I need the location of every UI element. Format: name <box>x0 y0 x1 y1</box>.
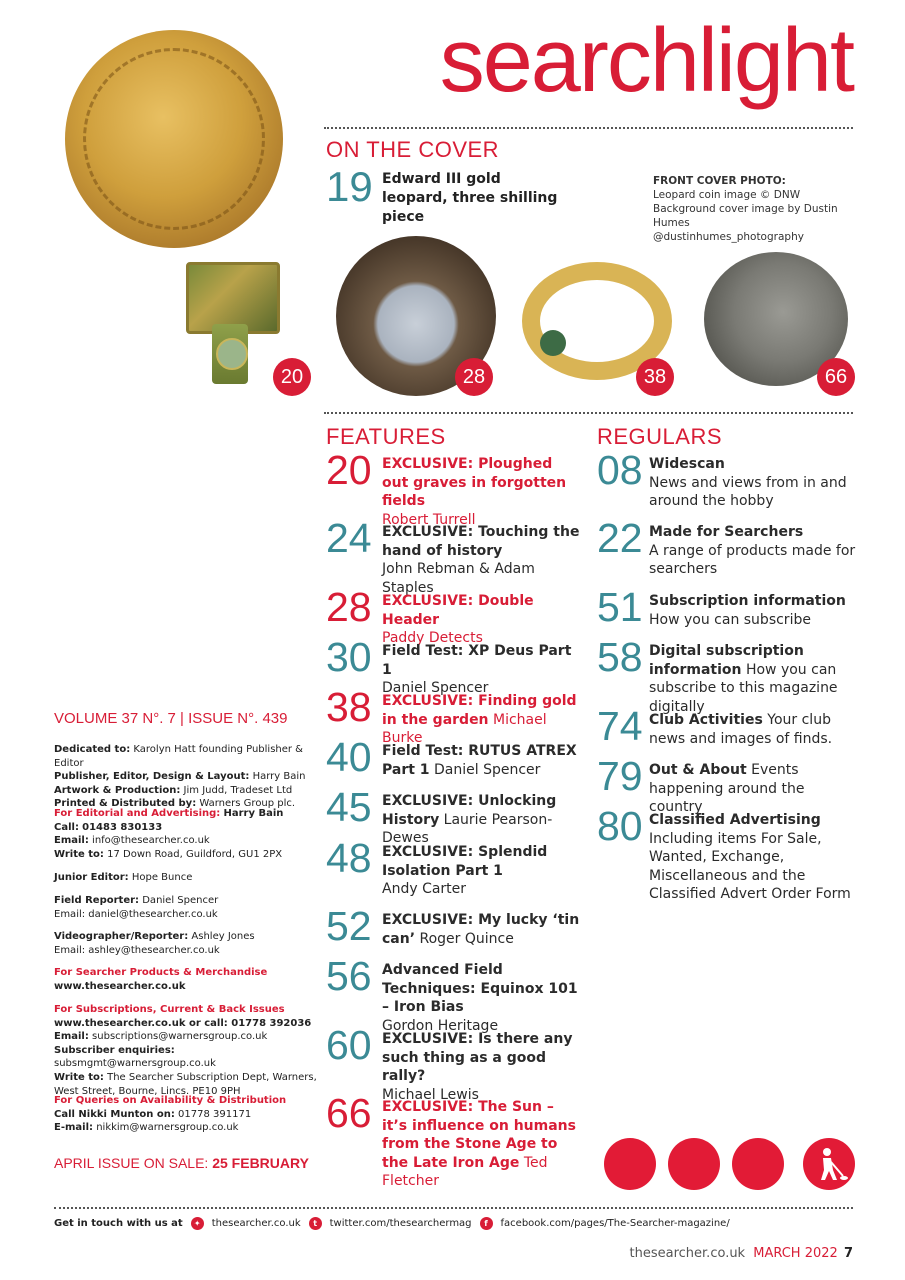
label: Write to: <box>54 1071 104 1083</box>
label: Call Nikki Munton on: <box>54 1108 175 1120</box>
feature-text <box>382 911 582 948</box>
regular-page-number: 74 <box>597 703 643 749</box>
regular-text <box>649 523 859 579</box>
regular-description: A range of products made for searchers <box>649 542 856 577</box>
feature-text <box>382 523 582 597</box>
cover-heading: ON THE COVER <box>326 137 500 162</box>
value: Warners Group plc. <box>199 798 296 810</box>
facebook-icon: f <box>480 1217 493 1230</box>
feature-page-number: 45 <box>326 784 372 830</box>
volume-issue: VOLUME 37 N°. 7 | ISSUE N°. 439 <box>54 710 288 727</box>
regular-text <box>649 642 859 716</box>
footer-contacts <box>54 1217 730 1230</box>
regular-title: Widescan <box>649 456 725 472</box>
divider <box>54 1207 853 1209</box>
feature-author: Laurie Pearson-Dewes <box>382 811 553 846</box>
regular-text <box>649 592 859 629</box>
email-link[interactable]: nikkim@warnersgroup.co.uk <box>96 1122 239 1134</box>
products-heading: For Searcher Products & Merchandise <box>54 967 268 978</box>
regular-title: Classified Advertising <box>649 812 821 828</box>
feature-author: Gordon Heritage <box>382 1017 499 1034</box>
value[interactable]: www.thesearcher.co.uk or call: 01778 392036 <box>54 1017 312 1029</box>
regular-text <box>649 761 859 817</box>
feature-author: John Rebman & Adam Staples <box>382 561 535 596</box>
regular-page-number: 08 <box>597 447 643 493</box>
regular-description: News and views from in and around the hobby <box>649 474 847 509</box>
feature-text <box>382 742 582 779</box>
label: Subscriber enquiries: <box>54 1044 175 1056</box>
video-block <box>54 930 324 957</box>
photo-credit <box>653 174 873 244</box>
feature-author: Robert Turrell <box>382 511 476 528</box>
email-link[interactable]: subsmgmt@warnersgroup.co.uk <box>54 1058 216 1070</box>
email-link[interactable]: Email: daniel@thesearcher.co.uk <box>54 908 218 920</box>
availability-heading: For Queries on Availability & Distribution <box>54 1095 287 1106</box>
website-link[interactable]: thesearcher.co.uk <box>211 1218 301 1229</box>
credits-block <box>54 743 324 811</box>
folio-site: thesearcher.co.uk <box>629 1246 746 1261</box>
feature-page-number: 48 <box>326 835 372 881</box>
regular-text <box>649 455 859 511</box>
feature-text <box>382 692 582 748</box>
feature-title: EXCLUSIVE: The Sun – it’s influence on humans from the Stone Age to the Late Iron Age <box>382 1099 576 1171</box>
facebook-link[interactable]: facebook.com/pages/The-Searcher-magazine/ <box>500 1218 730 1229</box>
label: Field Reporter: <box>54 895 140 906</box>
feature-text <box>382 455 582 529</box>
email-link[interactable]: subscriptions@warnersgroup.co.uk <box>92 1031 268 1043</box>
regular-title: Made for Searchers <box>649 524 804 540</box>
twitter-link[interactable]: twitter.com/thesearchermag <box>329 1218 472 1229</box>
detectorist-icon <box>803 1138 855 1190</box>
label: Dedicated to: <box>54 744 131 755</box>
regular-title: Club Activities <box>649 712 763 728</box>
phone[interactable]: 01483 830133 <box>82 821 163 833</box>
brooch-image <box>186 262 274 387</box>
value: Daniel Spencer <box>142 895 219 906</box>
divider <box>324 127 853 129</box>
credit-heading: FRONT COVER PHOTO: <box>653 175 786 187</box>
feature-author: Andy Carter <box>382 881 467 897</box>
feature-text <box>382 792 582 848</box>
feature-page-number: 30 <box>326 634 372 680</box>
subscriptions-block <box>54 1003 324 1098</box>
regular-page-number: 80 <box>597 803 643 849</box>
junior-block <box>54 871 324 885</box>
value: Harry Bain <box>252 771 306 783</box>
value: Karolyn Hatt founding Publisher & Editor <box>54 744 303 769</box>
label: Email: <box>54 1031 89 1043</box>
cover-title[interactable]: Edward III gold leopard, three shilling piece <box>382 171 558 225</box>
searcher-icon: ✦ <box>191 1217 204 1230</box>
field-block <box>54 894 324 921</box>
feature-page-number: 52 <box>326 903 372 949</box>
feature-title: EXCLUSIVE: Unlocking History <box>382 793 557 828</box>
value: Hope Bunce <box>131 872 193 883</box>
regular-title: Digital subscription information <box>649 643 804 678</box>
feature-author: Paddy Detects <box>382 630 483 646</box>
masthead-bold: search <box>439 11 698 111</box>
feature-title: Field Test: XP Deus Part 1 <box>382 643 572 678</box>
feature-page-number: 38 <box>326 684 372 730</box>
feature-title: EXCLUSIVE: My lucky ‘tin can’ <box>382 912 580 947</box>
regular-description: How you can subscribe <box>649 611 811 628</box>
features-heading: FEATURES <box>326 424 446 449</box>
feature-author: Daniel Spencer <box>434 761 541 778</box>
label: Printed & Distributed by: <box>54 798 197 810</box>
credit-line: Leopard coin image © DNW <box>653 189 801 201</box>
regular-text <box>649 711 859 748</box>
feature-page-number: 60 <box>326 1022 372 1068</box>
editorial-heading: For Editorial and Advertising: <box>54 808 221 819</box>
feature-title: Field Test: RUTUS ATREX Part 1 <box>382 743 577 778</box>
regular-title: Out & About <box>649 762 747 778</box>
page-badge-20[interactable]: 20 <box>273 358 311 396</box>
feature-title: EXCLUSIVE: Double Header <box>382 593 534 628</box>
feature-text <box>382 1030 582 1104</box>
regular-page-number: 79 <box>597 753 643 799</box>
value: The Searcher Subscription Dept, Warners, West Street, Bourne, Lincs. PE10 9PH <box>54 1071 317 1097</box>
regular-title: Subscription information <box>649 593 846 609</box>
regular-description: Including items For Sale, Wanted, Exchange, Miscellaneous and the Classified Advert Order Form <box>649 830 851 902</box>
value: 17 Down Road, Guildford, GU1 2PX <box>107 848 283 860</box>
email-link[interactable]: Email: ashley@thesearcher.co.uk <box>54 944 220 956</box>
divider <box>324 412 853 414</box>
page-number: 7 <box>843 1246 853 1261</box>
feature-author: Daniel Spencer <box>382 680 489 696</box>
ring-stone <box>540 330 566 356</box>
credit-line: @dustinhumes_photography <box>653 231 804 243</box>
feature-text <box>382 843 582 899</box>
page-badge-66[interactable]: 66 <box>817 358 855 396</box>
feature-author: Michael Burke <box>382 711 547 746</box>
feature-text <box>382 961 582 1035</box>
folio-issue: MARCH 2022 <box>753 1246 838 1261</box>
value: Ashley Jones <box>191 931 255 942</box>
detectorist-logo-icon <box>803 1138 855 1190</box>
feature-page-number: 66 <box>326 1090 372 1136</box>
subscriptions-heading: For Subscriptions, Current & Back Issues <box>54 1004 285 1015</box>
on-sale-notice <box>54 1155 309 1171</box>
page-badge-28[interactable]: 28 <box>455 358 493 396</box>
availability-block <box>54 1094 324 1135</box>
feature-author: Michael Lewis <box>382 1086 479 1103</box>
feature-page-number: 56 <box>326 953 372 999</box>
masthead-logo <box>439 11 853 111</box>
feature-author: Ted Fletcher <box>382 1154 548 1189</box>
label: Junior Editor: <box>54 872 129 883</box>
label: Publisher, Editor, Design & Layout: <box>54 771 250 783</box>
feature-title: EXCLUSIVE: Finding gold in the garden <box>382 693 577 728</box>
label: Videographer/Reporter: <box>54 931 189 942</box>
website-link[interactable]: www.thesearcher.co.uk <box>54 980 186 992</box>
phone[interactable]: 01778 391171 <box>178 1108 252 1120</box>
masthead-light: light <box>697 11 853 111</box>
regular-description: How you can subscribe to this magazine digitally <box>649 661 838 715</box>
products-block <box>54 966 324 993</box>
twitter-icon: t <box>309 1217 322 1230</box>
regular-description: Events happening around the country <box>649 762 805 815</box>
regular-page-number: 51 <box>597 584 643 630</box>
label: E-mail: <box>54 1122 94 1134</box>
feature-title: Advanced Field Techniques: Equinox 101 – Iron Bias <box>382 962 578 1015</box>
gold-coin-image <box>65 30 283 248</box>
feature-text <box>382 1098 582 1191</box>
value: Jim Judd, Tradeset Ltd <box>183 784 293 796</box>
regulars-heading: REGULARS <box>597 424 723 449</box>
feature-page-number: 40 <box>326 734 372 780</box>
label: Call: <box>54 821 79 833</box>
label: Artwork & Production: <box>54 784 181 796</box>
page-badge-38[interactable]: 38 <box>636 358 674 396</box>
value: Harry Bain <box>223 808 284 819</box>
feature-title: EXCLUSIVE: Is there any such thing as a good rally? <box>382 1031 573 1084</box>
credit-line: Background cover image by Dustin Humes <box>653 203 838 229</box>
folio <box>630 1246 853 1261</box>
feature-page-number: 24 <box>326 515 372 561</box>
feature-title: EXCLUSIVE: Touching the hand of history <box>382 524 580 559</box>
regular-page-number: 22 <box>597 515 643 561</box>
regular-text <box>649 811 859 904</box>
feature-author: Roger Quince <box>419 930 514 947</box>
feature-page-number: 20 <box>326 447 372 493</box>
regular-page-number: 58 <box>597 634 643 680</box>
feature-title: EXCLUSIVE: Splendid Isolation Part 1 <box>382 844 548 879</box>
feature-page-number: 28 <box>326 584 372 630</box>
decorative-dot <box>732 1138 784 1190</box>
on-sale-label: APRIL ISSUE ON SALE: <box>54 1155 209 1171</box>
feature-text <box>382 592 582 648</box>
on-sale-date: 25 FEBRUARY <box>212 1155 309 1171</box>
feature-text <box>382 642 582 698</box>
regular-description: Your club news and images of finds. <box>649 712 833 747</box>
label: Email: <box>54 835 89 847</box>
editorial-block <box>54 807 324 861</box>
footer-lead: Get in touch with us at <box>54 1218 183 1229</box>
feature-title: EXCLUSIVE: Ploughed out graves in forgotten fields <box>382 456 567 509</box>
decorative-dot <box>668 1138 720 1190</box>
cover-page-number[interactable]: 19 <box>326 163 373 210</box>
label: Write to: <box>54 848 104 860</box>
email-link[interactable]: info@thesearcher.co.uk <box>92 835 210 847</box>
decorative-dot <box>604 1138 656 1190</box>
